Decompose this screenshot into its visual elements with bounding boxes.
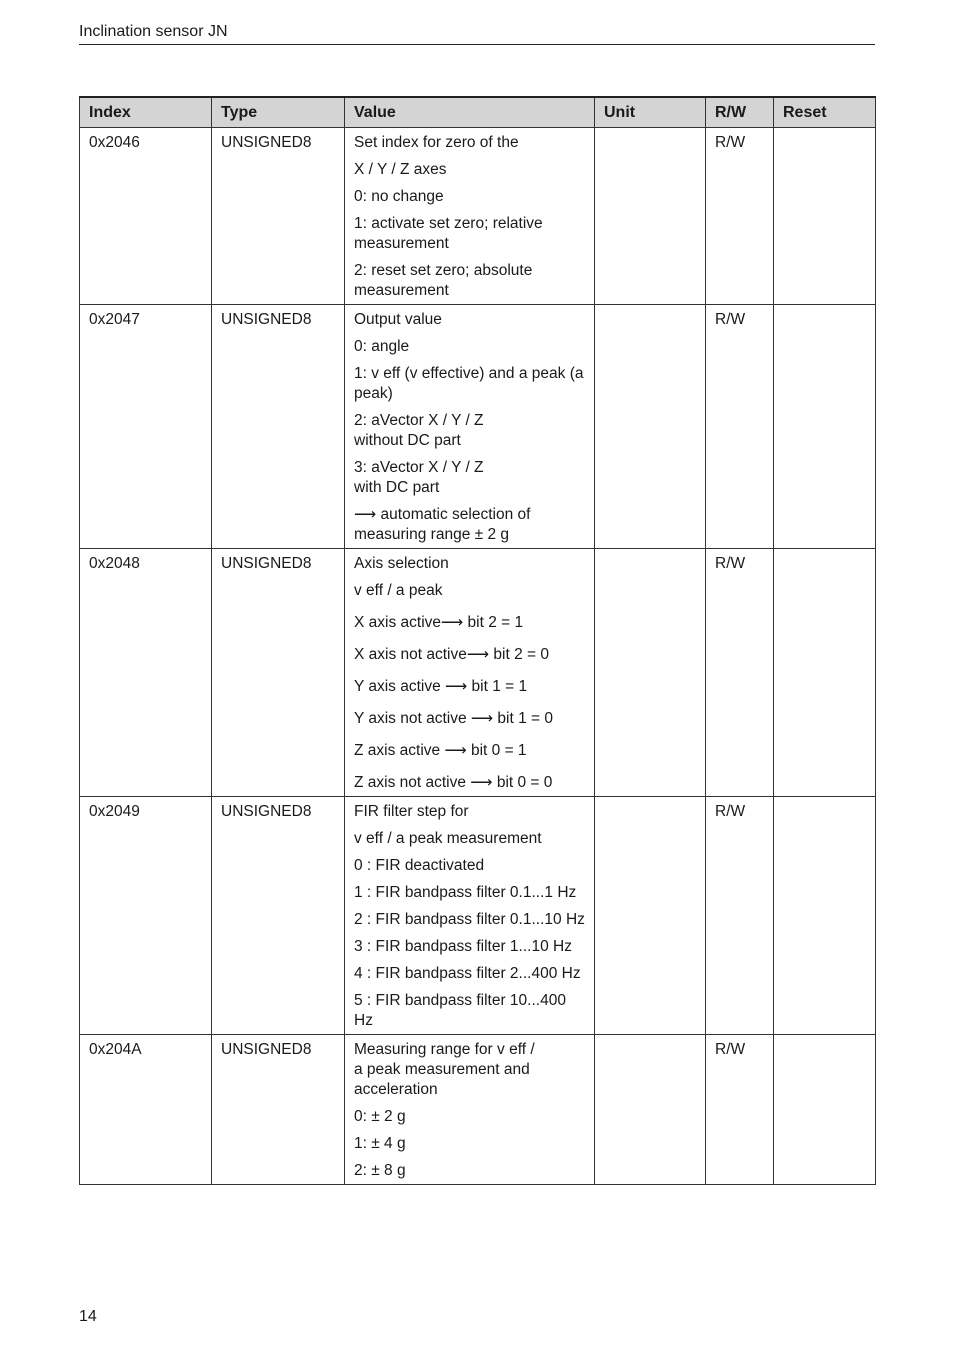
value-line: 1 : FIR bandpass filter 0.1...1 Hz <box>354 884 577 901</box>
cell-reset <box>774 797 876 1035</box>
value-line: 0 : FIR deactivated <box>354 857 485 874</box>
column-header-rw: R/W <box>706 97 774 128</box>
table-row <box>80 1035 876 1185</box>
column-header-reset: Reset <box>774 97 876 128</box>
table-row <box>80 797 876 1035</box>
value-line: 4 : FIR bandpass filter 2...400 Hz <box>354 965 581 982</box>
table-row <box>80 549 876 797</box>
value-line: 3: aVector X / Y / Z with DC part <box>354 459 484 496</box>
cell-index: 0x2046 <box>80 128 212 305</box>
cell-unit <box>595 128 706 305</box>
cell-unit <box>595 305 706 549</box>
value-line: X axis not active⟶ bit 2 = 0 <box>354 646 549 663</box>
cell-type: UNSIGNED8 <box>212 797 345 1035</box>
cell-reset <box>774 305 876 549</box>
cell-index: 0x2047 <box>80 305 212 549</box>
cell-rw: R/W <box>706 797 774 1035</box>
cell-type: UNSIGNED8 <box>212 128 345 305</box>
value-line: Y axis active ⟶ bit 1 = 1 <box>354 678 528 695</box>
cell-unit <box>595 797 706 1035</box>
value-line: 2: reset set zero; absolute measurement <box>354 262 533 299</box>
cell-unit <box>595 549 706 797</box>
value-line: 2 : FIR bandpass filter 0.1...10 Hz <box>354 911 585 928</box>
cell-index: 0x204A <box>80 1035 212 1185</box>
cell-value <box>345 128 595 305</box>
value-line: FIR filter step for <box>354 803 469 820</box>
column-header-type: Type <box>212 97 345 128</box>
cell-type: UNSIGNED8 <box>212 305 345 549</box>
value-line: 0: angle <box>354 338 410 355</box>
value-line: Z axis not active ⟶ bit 0 = 0 <box>354 774 553 791</box>
value-line: v eff / a peak measurement <box>354 830 542 847</box>
value-line: 2: aVector X / Y / Z without DC part <box>354 412 484 449</box>
cell-reset <box>774 549 876 797</box>
value-line: v eff / a peak <box>354 582 443 599</box>
table-row <box>80 128 876 305</box>
value-line: 1: v eff (v effective) and a peak (a peak) <box>354 365 584 402</box>
cell-unit <box>595 1035 706 1185</box>
value-line: 3 : FIR bandpass filter 1...10 Hz <box>354 938 572 955</box>
value-line: 1: activate set zero; relative measurement <box>354 215 543 252</box>
cell-rw: R/W <box>706 305 774 549</box>
cell-value <box>345 305 595 549</box>
parameter-table <box>79 96 876 1185</box>
table-header-row <box>80 97 876 128</box>
cell-reset <box>774 1035 876 1185</box>
value-line: X / Y / Z axes <box>354 161 447 178</box>
value-line: Y axis not active ⟶ bit 1 = 0 <box>354 710 553 727</box>
cell-rw: R/W <box>706 1035 774 1185</box>
page-number: 14 <box>79 1308 97 1325</box>
value-line: Output value <box>354 311 442 328</box>
cell-value <box>345 797 595 1035</box>
value-line: 0: no change <box>354 188 444 205</box>
value-line: 2: ± 8 g <box>354 1162 406 1179</box>
page-header-title: Inclination sensor JN <box>79 22 875 45</box>
cell-value <box>345 549 595 797</box>
cell-type: UNSIGNED8 <box>212 549 345 797</box>
cell-reset <box>774 128 876 305</box>
column-header-value: Value <box>345 97 595 128</box>
value-line: Measuring range for v eff / a peak measurement and acceleration <box>354 1041 535 1098</box>
cell-rw: R/W <box>706 128 774 305</box>
cell-rw: R/W <box>706 549 774 797</box>
column-header-index: Index <box>80 97 212 128</box>
value-line: Set index for zero of the <box>354 134 519 151</box>
value-line: Z axis active ⟶ bit 0 = 1 <box>354 742 527 759</box>
value-line: 0: ± 2 g <box>354 1108 406 1125</box>
table-row <box>80 305 876 549</box>
value-line: ⟶ automatic selection of measuring range ± 2 g <box>354 506 531 543</box>
cell-index: 0x2049 <box>80 797 212 1035</box>
value-line: X axis active⟶ bit 2 = 1 <box>354 614 524 631</box>
cell-type: UNSIGNED8 <box>212 1035 345 1185</box>
value-line: 5 : FIR bandpass filter 10...400 Hz <box>354 992 566 1029</box>
cell-index: 0x2048 <box>80 549 212 797</box>
cell-value <box>345 1035 595 1185</box>
value-line: 1: ± 4 g <box>354 1135 406 1152</box>
value-line: Axis selection <box>354 555 449 572</box>
column-header-unit: Unit <box>595 97 706 128</box>
